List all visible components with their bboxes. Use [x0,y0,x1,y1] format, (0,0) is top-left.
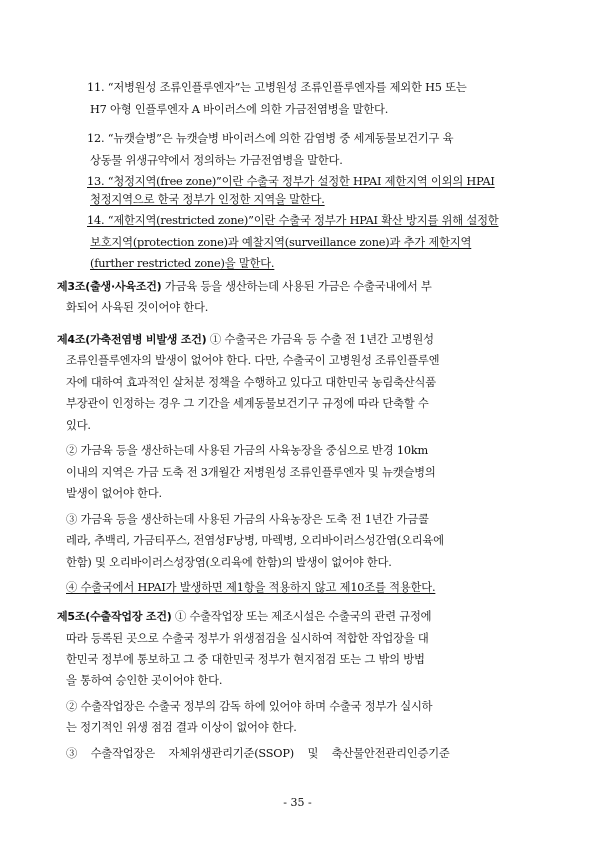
article-4-line-4: 부장관이 인정하는 경우 그 기간을 세계동물보건기구 규정에 따라 단축할 수 [66,397,429,410]
article-4-line-5: 있다. [66,419,91,432]
article-4-line-2: 조류인플루엔자의 발생이 없어야 한다. 다만, 수출국이 고병원성 조류인플루엔 [66,354,440,367]
article-3-line-1 [57,279,432,294]
item-14-line-3: (further restricted zone)을 말한다. [90,257,275,270]
article-4-line-3: 자에 대하여 효과적인 살처분 정책을 수행하고 있다고 대한민국 농림축산식품 [66,376,436,389]
item-12-line-2: 상동물 위생규약에서 정의하는 가금전염병을 말한다. [90,154,343,167]
article-4-text: ① 수출국은 가금육 등 수출 전 1년간 고병원성 [206,333,434,346]
article-5-para-2-line-1: ② 수출작업장은 수출국 정부의 감독 하에 있어야 하며 수출국 정부가 실시하 [66,700,433,713]
article-3-line-2: 화되어 사육된 것이어야 한다. [66,301,209,314]
article-5-line-2: 따라 등록된 곳으로 수출국 정부가 위생점검을 실시하여 적합한 작업장을 대 [66,632,429,645]
article-5-para-3-line-1: ③ 수출작업장은 자체위생관리기준(SSOP) 및 축산물안전관리인증기준 [66,747,450,760]
article-4-heading: 제4조(가축전염병 비발생 조건) [57,333,207,346]
page-number: - 35 - [283,796,312,809]
item-13-line-2: 청정지역으로 한국 정부가 인정한 지역을 말한다. [90,193,325,206]
item-11-line-1: 11. “저병원성 조류인플루엔자”는 고병원성 조류인플루엔자를 제외한 H5 또는 [87,81,467,94]
article-5-line-3: 한민국 정부에 통보하고 그 중 대한민국 정부가 현지점검 또는 그 밖의 방법 [66,653,425,666]
article-5-heading: 제5조(수출작업장 조건) [57,610,172,623]
item-13-line-1: 13. “청정지역(free zone)”이란 수출국 정부가 설정한 HPAI 제한지역 이외의 HPAI [87,175,495,188]
article-3-heading: 제3조(출생·사육조건) [57,280,162,293]
article-5-line-1 [57,609,431,624]
article-4-para-3-line-1: ③ 가금육 등을 생산하는데 사용된 가금의 사육농장은 도축 전 1년간 가금콜 [66,513,429,526]
article-4-para-2-line-2: 이내의 지역은 가금 도축 전 3개월간 저병원성 조류인플루엔자 및 뉴캣슬병의 [66,466,436,479]
article-3-text: 가금육 등을 생산하는데 사용된 가금은 수출국내에서 부 [161,280,432,293]
article-4-para-2-line-1: ② 가금육 등을 생산하는데 사용된 가금의 사육농장을 중심으로 반경 10km [66,444,428,457]
article-4-line-1 [57,332,434,347]
article-4-para-2-line-3: 발생이 없어야 한다. [66,487,162,500]
article-5-line-4: 을 통하여 승인한 곳이어야 한다. [66,674,223,687]
article-4-para-4: ④ 수출국에서 HPAI가 발생하면 제1항을 적용하지 않고 제10조를 적용한다. [66,581,436,594]
article-5-text: ① 수출작업장 또는 제조시설은 수출국의 관련 규정에 [171,610,432,623]
item-11-line-2: H7 아형 인플루엔자 A 바이러스에 의한 가금전염병을 말한다. [90,103,389,116]
article-4-para-3-line-3: 한함) 및 오리바이러스성장염(오리육에 한함)의 발생이 없어야 한다. [66,556,392,569]
article-5-para-2-line-2: 는 정기적인 위생 점검 결과 이상이 없어야 한다. [66,721,297,734]
item-12-line-1: 12. “뉴캣슬병”은 뉴캣슬병 바이러스에 의한 감염병 중 세계동물보건기구 육 [87,132,454,145]
item-14-line-2: 보호지역(protection zone)과 예찰지역(surveillance zone)과 추가 제한지역 [90,236,472,249]
article-4-para-3-line-2: 레라, 추백리, 가금티푸스, 전염성F낭병, 마렉병, 오리바이러스성간염(오리육에 [66,534,444,547]
item-14-line-1: 14. “제한지역(restricted zone)”이란 수출국 정부가 HPAI 확산 방지를 위해 설정한 [87,214,499,227]
